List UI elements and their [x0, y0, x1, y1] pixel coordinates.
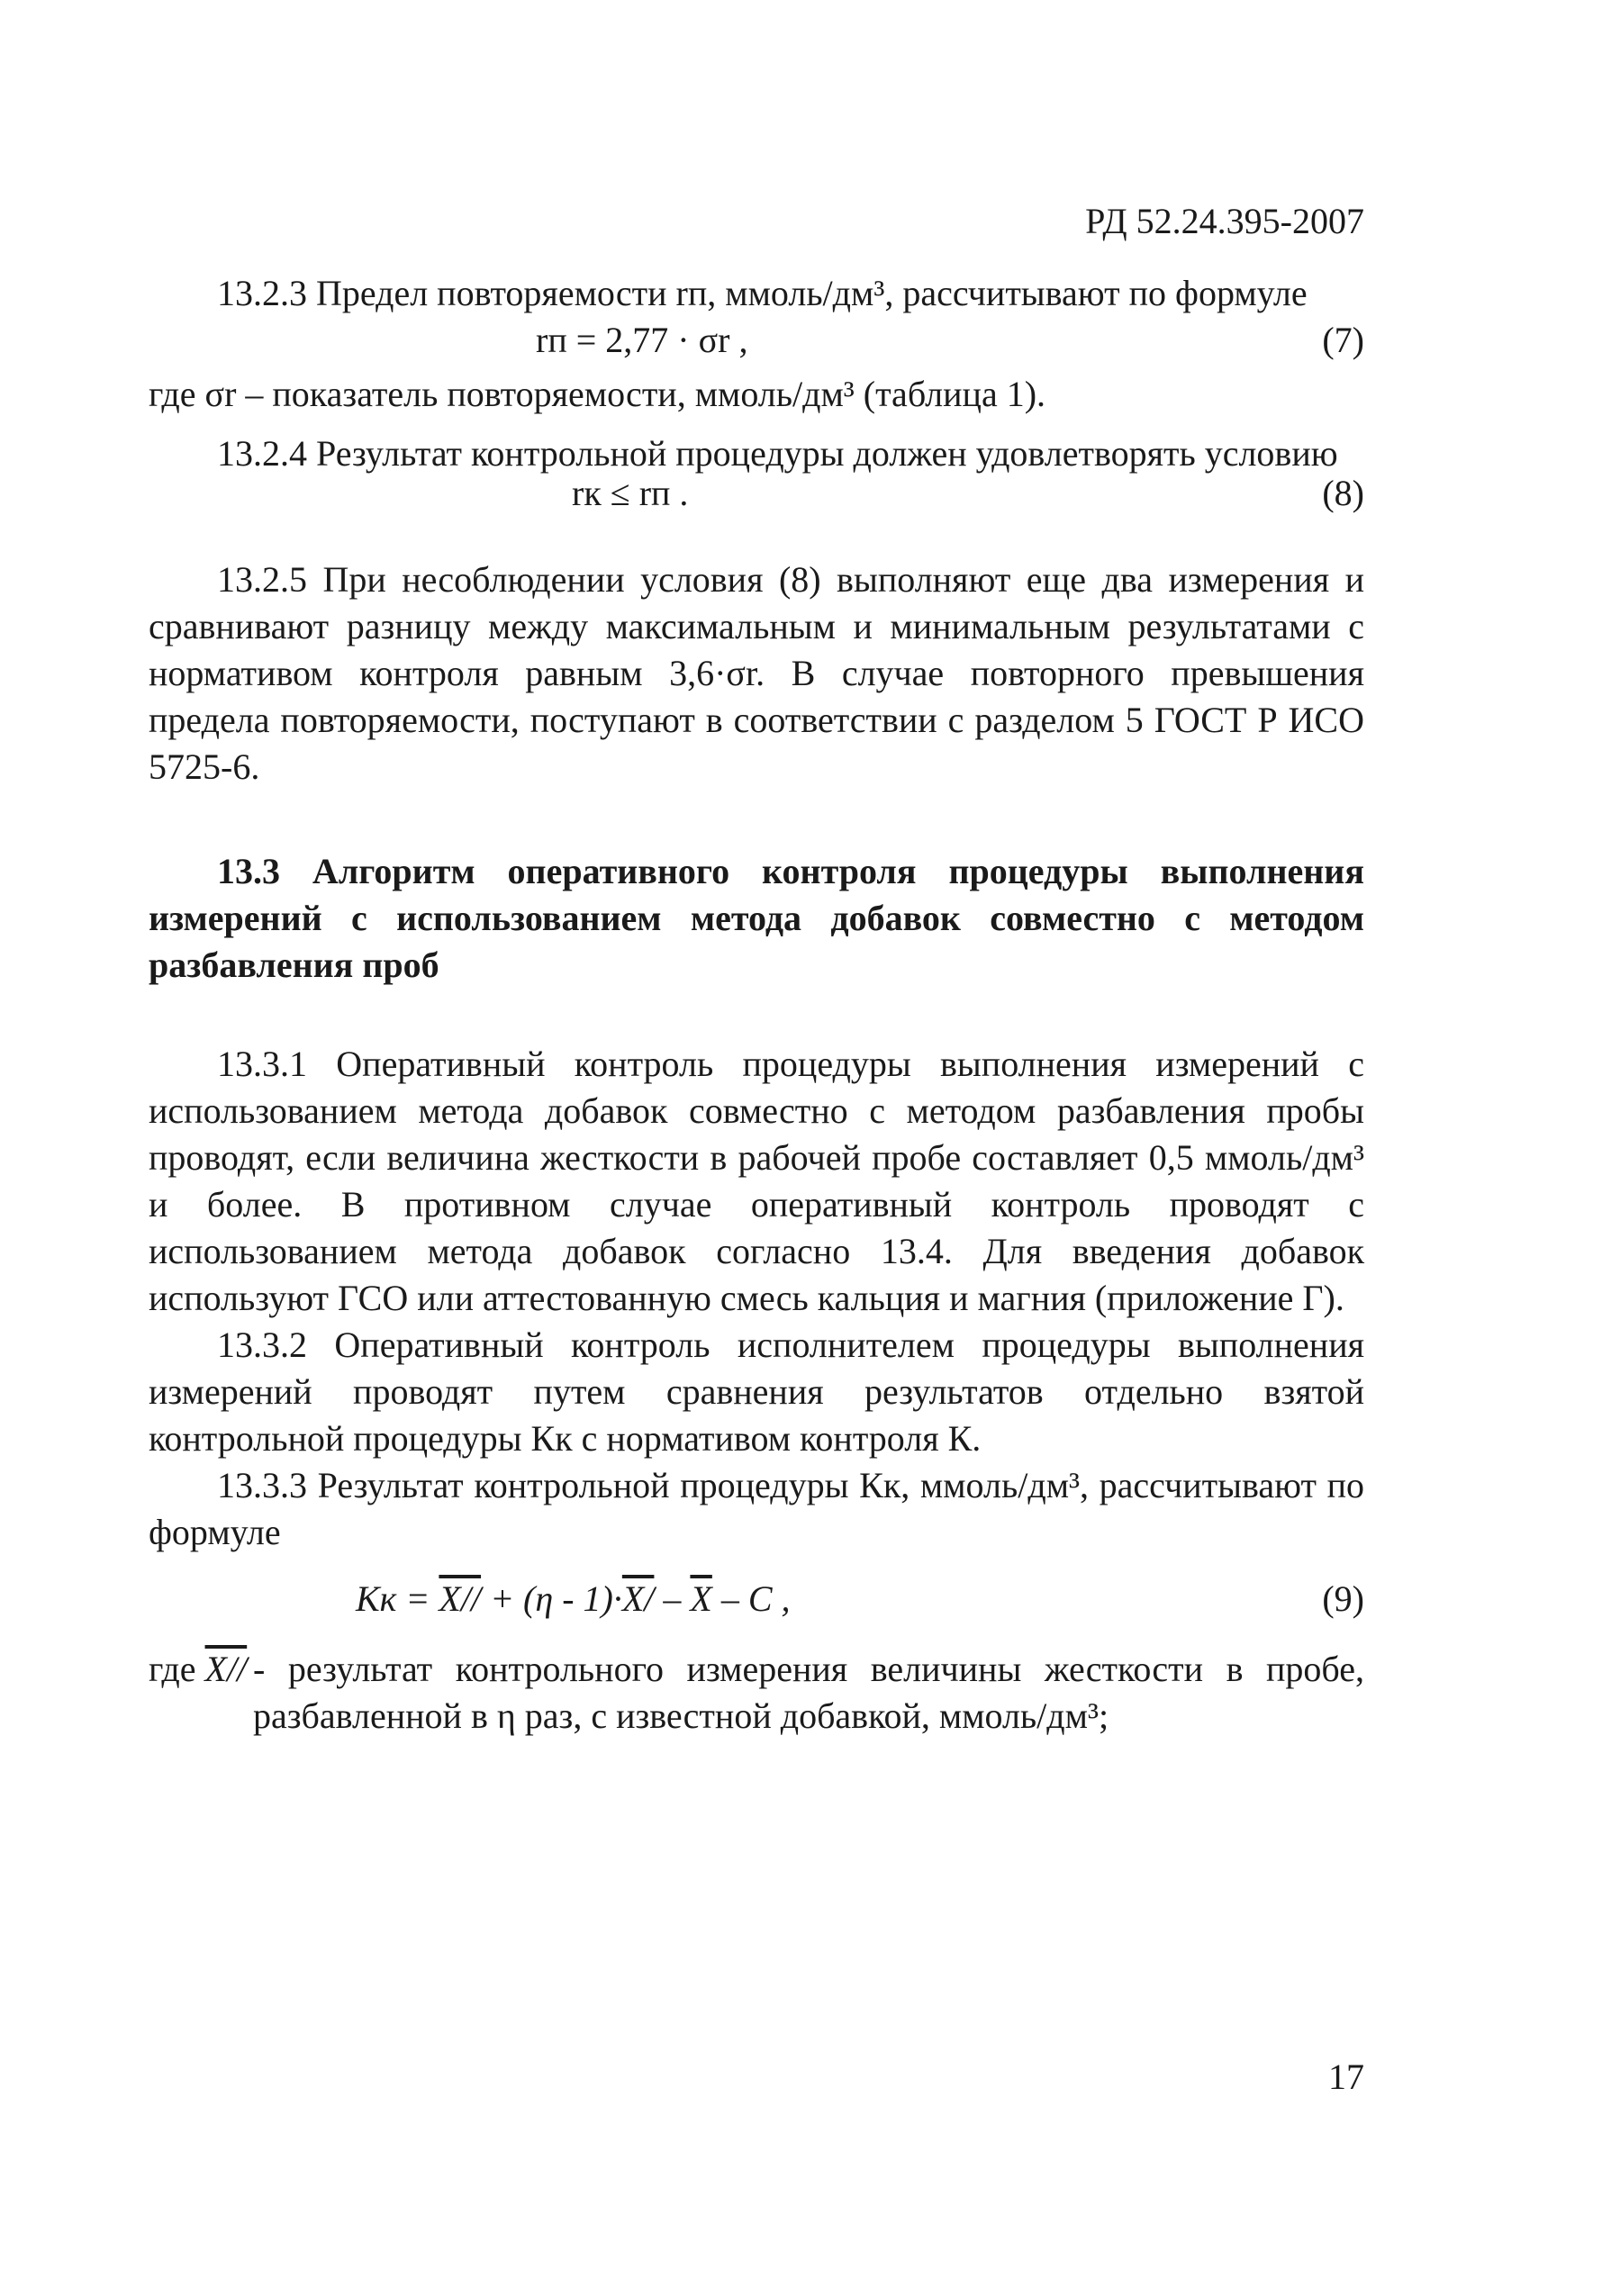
document-code: РД 52.24.395-2007	[1085, 201, 1364, 241]
formula-7-expression: rп = 2,77 · σr ,	[536, 320, 748, 360]
formula-7	[149, 317, 1364, 371]
formula-9-rest: – C ,	[711, 1578, 791, 1619]
formula-8	[149, 470, 1364, 524]
definition-label	[149, 1646, 253, 1740]
formula-8-expression: rк ≤ rп .	[572, 473, 689, 513]
paragraph-13-3-1: 13.3.1 Оперативный контроль процедуры выполнения измерений с использованием метода добавок совместно с методом разбавления пробы проводят, если величина жесткости в рабочей пробе составляет 0,5 ммоль/дм³ и более. В противном случае оперативный контроль проводят с использованием метода добавок согласно 13.4. Для введения добавок используют ГСО или аттестованную смесь кальция и магния (приложение Г).	[149, 1044, 1364, 1318]
formula-9-term-2: X/	[621, 1578, 655, 1619]
formula-9-number: (9)	[1322, 1578, 1364, 1619]
definition-text: - результат контрольного измерения величины жесткости в пробе, разбавленной в η раз, с известной добавкой, ммоль/дм³;	[253, 1649, 1364, 1736]
formula-9-lhs: Kк =	[356, 1578, 439, 1619]
definition-symbol: X//	[204, 1649, 248, 1689]
main-text	[149, 270, 1364, 1740]
paragraph-13-2-4: 13.2.4 Результат контрольной процедуры должен удовлетворять условию	[217, 433, 1338, 474]
paragraph-13-3-3: 13.3.3 Результат контрольной процедуры Кк, ммоль/дм³, рассчитывают по формуле	[149, 1465, 1364, 1552]
formula-9-separator: –	[654, 1578, 691, 1619]
page-number: 17	[1328, 2056, 1364, 2097]
formula-9-expression	[356, 1576, 791, 1623]
where-word: где	[149, 1649, 196, 1689]
paragraph-13-2-3-where: где σr – показатель повторяемости, ммоль/дм³ (таблица 1).	[149, 374, 1046, 414]
definition-x-double-prime	[149, 1646, 1364, 1740]
paragraph-13-2-5: 13.2.5 При несоблюдении условия (8) выполняют еще два измерения и сравнивают разницу между максимальным и минимальным результатами с нормативом контроля равным 3,6·σr. В случае повторного превышения предела повторяемости, поступают в соответствии с разделом 5 ГОСТ Р ИСО 5725-6.	[149, 559, 1364, 787]
formula-9	[149, 1576, 1364, 1639]
formula-9-term-1: X//	[439, 1578, 482, 1619]
section-heading-13-3: 13.3 Алгоритм оперативного контроля процедуры выполнения измерений с использованием метода добавок совместно с методом разбавления проб	[149, 851, 1364, 985]
paragraph-13-3-2: 13.3.2 Оперативный контроль исполнителем процедуры выполнения измерений проводят путем сравнения результатов отдельно взятой контрольной процедуры Кк с нормативом контроля К.	[149, 1324, 1364, 1459]
formula-7-number: (7)	[1322, 320, 1364, 360]
formula-9-term-3: $\overline{X}$	[690, 1578, 712, 1619]
paragraph-13-2-3: 13.2.3 Предел повторяемости rп, ммоль/дм³, рассчитывают по формуле	[217, 273, 1308, 313]
formula-9-middle: + (η - 1)·	[481, 1578, 622, 1619]
formula-8-number: (8)	[1322, 473, 1364, 513]
